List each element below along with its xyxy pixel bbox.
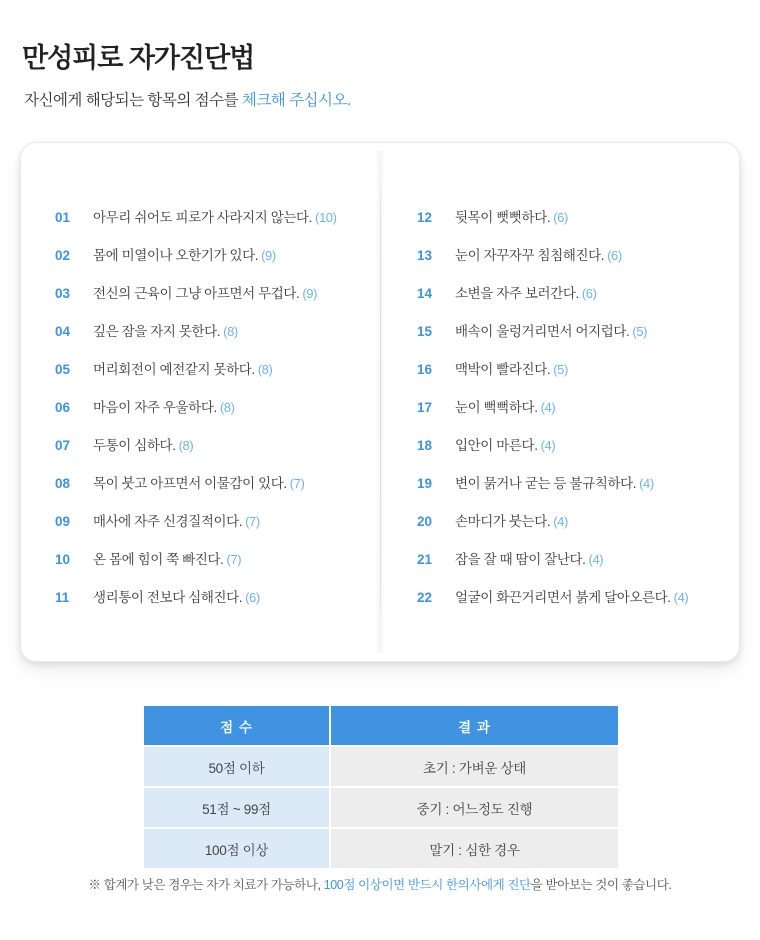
item-text: 머리회전이 예전같지 못하다.	[93, 362, 255, 377]
table-row	[143, 746, 619, 787]
item-number: 08	[55, 476, 71, 491]
item-text: 눈이 자꾸자꾸 침침해진다.	[455, 248, 605, 263]
item-number: 12	[417, 210, 433, 225]
list-item[interactable]	[417, 275, 737, 313]
item-number: 17	[417, 400, 433, 415]
item-number: 04	[55, 324, 71, 339]
item-text: 맥박이 빨라진다.	[455, 362, 551, 377]
item-number: 14	[417, 286, 433, 301]
cell-result: 중기 : 어느정도 진행	[330, 787, 619, 828]
item-number: 06	[55, 400, 71, 415]
item-number: 20	[417, 514, 433, 529]
item-score: (7)	[245, 514, 260, 529]
subtitle-lead: 자신에게 해당되는 항목의 점수를	[24, 92, 242, 109]
list-item[interactable]	[417, 465, 737, 503]
cell-result: 말기 : 심한 경우	[330, 828, 619, 869]
cell-score: 51점 ~ 99점	[143, 787, 330, 828]
item-score: (4)	[540, 400, 556, 415]
list-item[interactable]	[55, 579, 375, 617]
item-text: 목이 붓고 아프면서 이물감이 있다.	[93, 476, 287, 491]
list-item[interactable]	[417, 199, 737, 237]
item-number: 10	[55, 552, 71, 567]
cell-score: 50점 이하	[143, 746, 330, 787]
item-score: (5)	[553, 362, 568, 377]
item-score: (9)	[302, 286, 318, 301]
table-row	[143, 828, 619, 869]
item-text: 전신의 근육이 그냥 아프면서 무겁다.	[93, 286, 300, 301]
list-item[interactable]	[55, 351, 375, 389]
cell-result: 초기 : 가벼운 상태	[330, 746, 619, 787]
list-item[interactable]	[55, 237, 375, 275]
table-row	[143, 787, 619, 828]
item-score: (4)	[639, 476, 654, 491]
item-score: (8)	[178, 438, 194, 453]
book-spine-shadow-right	[380, 151, 386, 653]
item-text: 온 몸에 힘이 쭉 빠진다.	[93, 552, 224, 567]
list-item[interactable]	[55, 503, 375, 541]
item-number: 21	[417, 552, 433, 567]
item-number: 22	[417, 590, 433, 605]
item-text: 뒷목이 뻣뻣하다.	[455, 210, 551, 225]
item-score: (4)	[588, 552, 604, 567]
item-text: 생리통이 전보다 심해진다.	[93, 590, 243, 605]
footnote	[0, 875, 760, 893]
list-item[interactable]	[417, 389, 737, 427]
checklist-book-panel	[20, 142, 740, 662]
item-text: 마음이 자주 우울하다.	[93, 400, 217, 415]
item-score: (6)	[553, 210, 568, 225]
item-score: (8)	[223, 324, 238, 339]
item-text: 두통이 심하다.	[93, 438, 176, 453]
list-item[interactable]	[417, 313, 737, 351]
item-score: (4)	[673, 590, 689, 605]
item-text: 잠을 잘 때 땀이 잘난다.	[455, 552, 586, 567]
item-text: 손마디가 붓는다.	[455, 514, 551, 529]
item-score: (8)	[257, 362, 273, 377]
list-item[interactable]	[55, 199, 375, 237]
page-title: 만성피로 자가진단법	[22, 43, 255, 74]
item-number: 05	[55, 362, 71, 377]
item-number: 18	[417, 438, 433, 453]
item-text: 매사에 자주 신경질적이다.	[93, 514, 243, 529]
item-number: 11	[55, 590, 70, 605]
item-text: 아무리 쉬어도 피로가 사라지지 않는다.	[93, 210, 313, 225]
item-score: (4)	[553, 514, 568, 529]
item-text: 입안이 마른다.	[455, 438, 538, 453]
item-text: 얼굴이 화끈거리면서 붉게 달아오른다.	[455, 590, 671, 605]
list-item[interactable]	[55, 313, 375, 351]
list-item[interactable]	[417, 503, 737, 541]
item-number: 02	[55, 248, 71, 263]
item-number: 07	[55, 438, 71, 453]
item-number: 16	[417, 362, 433, 377]
checklist-column-left	[55, 199, 375, 617]
item-score: (8)	[219, 400, 235, 415]
cell-score: 100점 이상	[143, 828, 330, 869]
book-spine-line	[380, 151, 381, 653]
list-item[interactable]	[417, 351, 737, 389]
item-number: 19	[417, 476, 433, 491]
list-item[interactable]	[55, 389, 375, 427]
item-score: (10)	[315, 210, 337, 225]
item-number: 01	[55, 210, 71, 225]
item-text: 눈이 뻑뻑하다.	[455, 400, 538, 415]
item-score: (4)	[540, 438, 556, 453]
item-score: (6)	[607, 248, 622, 263]
list-item[interactable]	[55, 541, 375, 579]
subtitle-accent: 체크해 주십시오.	[241, 92, 351, 109]
item-number: 03	[55, 286, 71, 301]
item-text: 변이 묽거나 굳는 등 불규칙하다.	[455, 476, 637, 491]
item-text: 깊은 잠을 자지 못한다.	[93, 324, 221, 339]
column-header-score: 점 수	[143, 705, 330, 746]
item-text: 몸에 미열이나 오한기가 있다.	[93, 248, 259, 263]
item-number: 13	[417, 248, 433, 263]
result-table	[142, 704, 620, 870]
page-subtitle	[24, 88, 351, 110]
item-text: 배속이 울렁거리면서 어지럽다.	[455, 324, 630, 339]
footnote-tail: 을 받아보는 것이 좋습니다.	[530, 878, 672, 892]
list-item[interactable]	[55, 427, 375, 465]
list-item[interactable]	[417, 427, 737, 465]
checklist-column-right	[417, 199, 737, 617]
item-score: (5)	[632, 324, 648, 339]
item-number: 09	[55, 514, 71, 529]
table-header-row	[143, 705, 619, 746]
item-text: 소변을 자주 보러간다.	[455, 286, 579, 301]
footnote-lead: ※ 합계가 낮은 경우는 자가 치료가 가능하나,	[88, 878, 324, 892]
list-item[interactable]	[55, 465, 375, 503]
column-header-result: 결 과	[330, 705, 619, 746]
item-score: (7)	[226, 552, 242, 567]
item-score: (6)	[245, 590, 260, 605]
item-number: 15	[417, 324, 433, 339]
footnote-accent: 100점 이상이면 반드시 한의사에게 진단	[323, 878, 531, 892]
item-score: (9)	[261, 248, 276, 263]
list-item[interactable]	[417, 579, 737, 617]
list-item[interactable]	[417, 541, 737, 579]
list-item[interactable]	[417, 237, 737, 275]
list-item[interactable]	[55, 275, 375, 313]
item-score: (6)	[581, 286, 597, 301]
item-score: (7)	[289, 476, 305, 491]
